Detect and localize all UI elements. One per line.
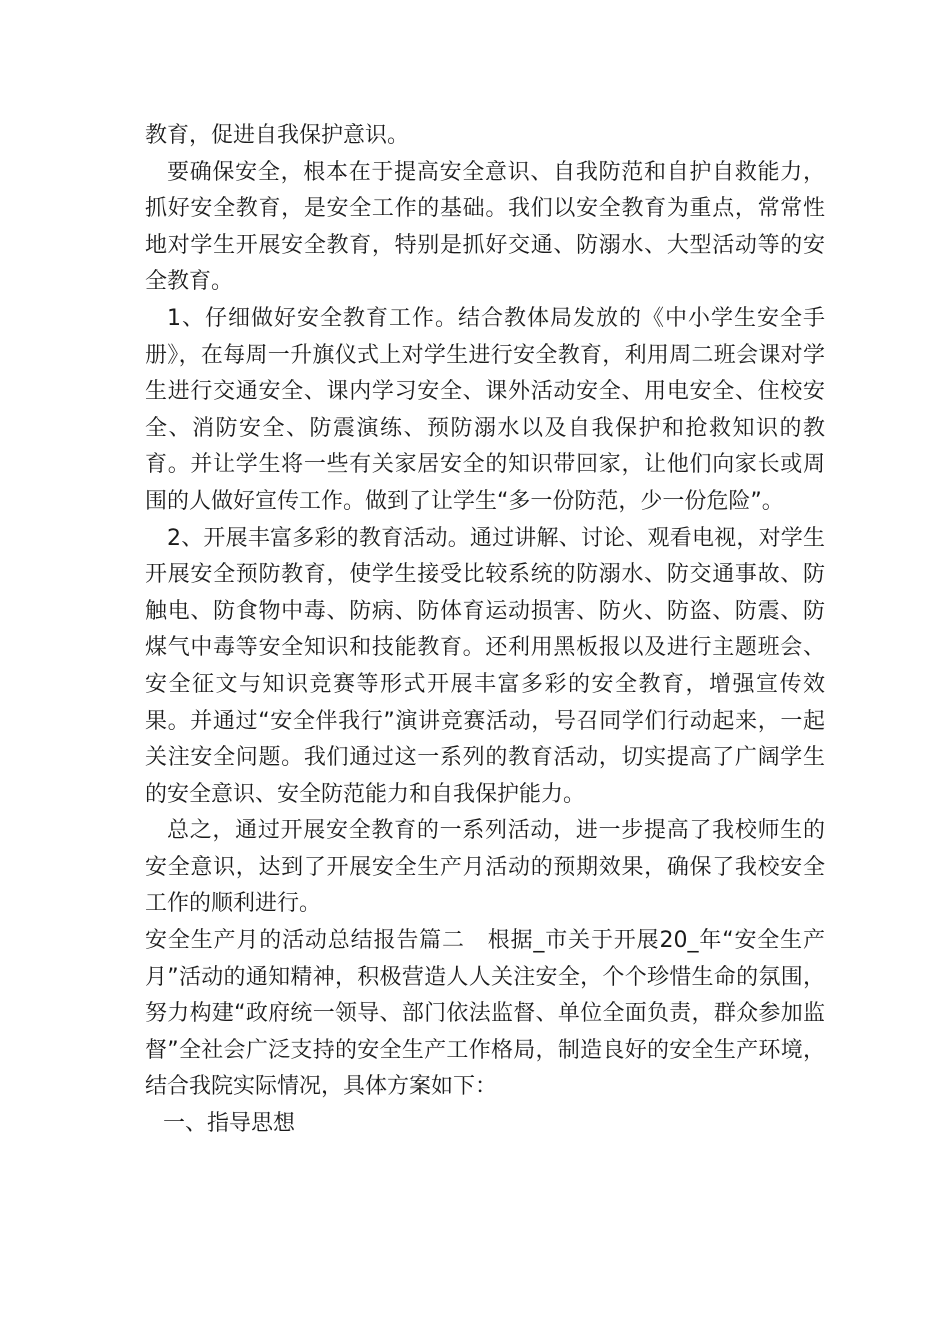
paragraph-item-2: 2、开展丰富多彩的教育活动。通过讲解、讨论、观看电视，对学生开展安全预防教育，使学生接受比较系统的防溺水、防交通事故、防触电、防食物中毒、防病、防体育运动损害、防火、防盗、防震、防煤气中毒等安全知识和技能教育。还利用黑板报以及进行主题班会、安全征文与知识竞赛等形式开展丰富多彩的安全教育，增强宣传效果。并通过“安全伴我行”演讲竞赛活动，号召同学们行动起来，一起关注安全问题。我们通过这一系列的教育活动，切实提高了广阔学生的安全意识、安全防范能力和自我保护能力。 xyxy=(145,525,825,807)
paragraph-safety-foundation: 要确保安全，根本在于提高安全意识、自我防范和自护自救能力，抓好安全教育，是安全工作的基础。我们以安全教育为重点，常常性地对学生开展安全教育，特别是抓好交通、防溺水、大型活动等的安全教育。 xyxy=(145,159,825,295)
paragraph-conclusion: 总之，通过开展安全教育的一系列活动，进一步提高了我校师生的安全意识，达到了开展安全生产月活动的预期效果，确保了我校安全工作的顺利进行。 xyxy=(145,818,825,917)
paragraph-item-1: 1、仔细做好安全教育工作。结合教体局发放的《中小学生安全手册》，在每周一升旗仪式上对学生进行安全教育，利用周二班会课对学生进行交通安全、课内学习安全、课外活动安全、用电安全、住校安全、消防安全、防震演练、预防溺水以及自我保护和抢救知识的教育。并让学生将一些有关家居安全的知识带回家，让他们向家长或周围的人做好宣传工作。做到了让学生“多一份防范，少一份危险”。 xyxy=(145,305,825,514)
document-body xyxy=(145,118,825,1143)
paragraph-continuation: 教育，促进自我保护意识。 xyxy=(145,123,410,148)
section-heading-guiding-ideology: 一、指导思想 xyxy=(163,1111,296,1137)
paragraph-report-part-two: 安全生产月的活动总结报告篇二 根据_市关于开展20_年“安全生产月”活动的通知精神，积极营造人人关注安全，个个珍惜生命的氛围，努力构建“政府统一领导、部门依法监督、单位全面负责，群众参加监督”全社会广泛支持的安全生产工作格局，制造良好的安全生产环境，结合我院实际情况，具体方案如下： xyxy=(145,928,825,1100)
